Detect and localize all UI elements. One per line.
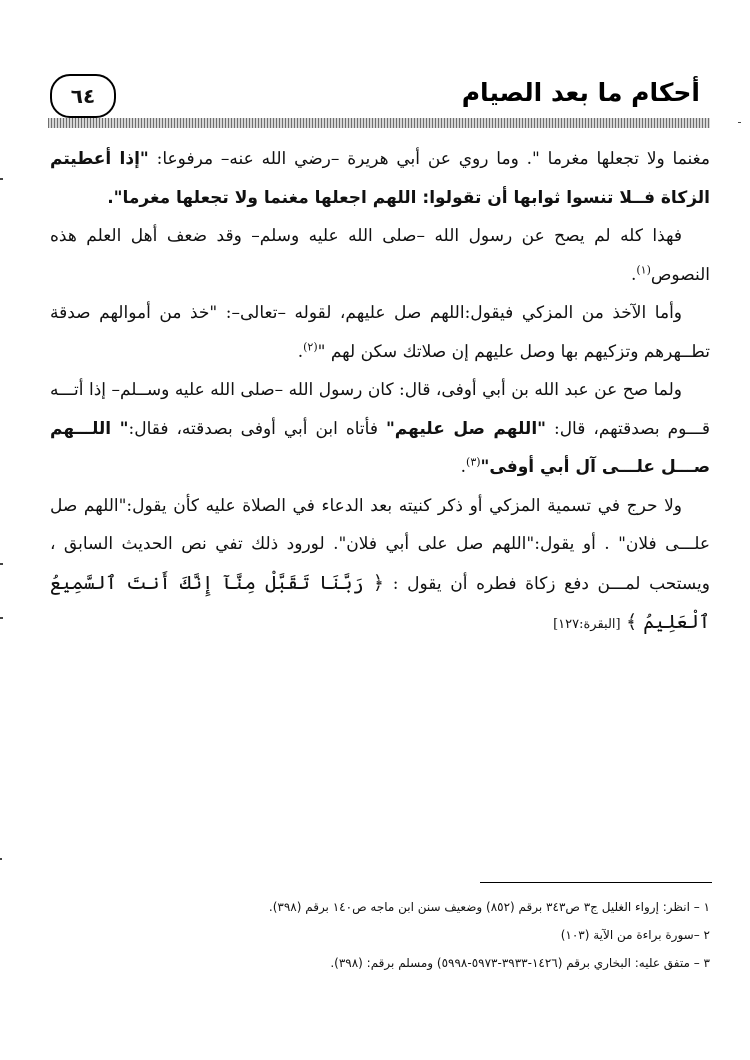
paragraph-1 (50, 140, 710, 217)
main-text (50, 140, 710, 645)
scan-mark (738, 122, 741, 123)
footnote-ref-2[interactable]: (٢) (303, 339, 318, 353)
paragraph-5-text: ولا حرج في تسمية المزكي أو ذكر كنيته بعد الدعاء في الصلاة عليه كأن يقول:"اللهم صل علـــى فلان" . أو يقول:"اللهم صل على أبي فلان". لورود ذلك تفي نص الحديث السابق ، ويستحب لمـــن دفع زكاة فطره أن يقول : (50, 495, 711, 594)
paragraph-4-text-cont: فأتاه ابن أبي أوفى بصدقته، فقال: (128, 418, 386, 439)
hadith-quote-3: " اللـــهم صـــل علـــى آل أبي أوفى" (50, 418, 710, 477)
paragraph-2-text: فهذا كله لم يصح عن رسول الله –صلى الله عليه وسلم– وقد ضعف أهل العلم هذه النصوص (50, 226, 710, 285)
footnote-2: ٢ –سورة براءة من الآية (١٠٣) (560, 928, 710, 942)
paragraph-3: وأما الآخذ من المزكي فيقول:اللهم صل عليهم، لقوله –تعالى–: "خذ من أموالهم صدقة تطــهرهم وتزكيهم بها وصل عليهم إن صلاتك سكن لهم "$^{(٢)}$. (50, 303, 710, 362)
hadith-quote-1: "إذا أعطيتم الزكاة فــلا تنسوا ثوابها أن تقولوا: اللهم اجعلها مغنما ولا تجعلها مغرما". (50, 149, 710, 208)
running-title: أحكام ما بعد الصيام (461, 78, 700, 107)
paragraph-2: فهذا كله لم يصح عن رسول الله –صلى الله عليه وسلم– وقد ضعف أهل العلم هذه النصوص$^{(١)}$. (50, 226, 710, 285)
scan-mark (0, 858, 2, 860)
scan-mark (0, 563, 3, 565)
paragraph-4: ولما صح عن عبد الله بن أبي أوفى، قال: كان رسول الله –صلى الله عليه وســلم– إذا أتـــه قـــوم بصدقتهم، قال: "اللهم صل عليهم" فأتاه ابن أبي أوفى بصدقته، فقال:" اللـــهم صـــل علـــى آل أبي أوفى"$^{(٣)}$. (50, 380, 710, 477)
scan-mark (0, 617, 3, 619)
scan-mark (0, 178, 3, 180)
paragraph-5 (50, 487, 710, 645)
paragraph-4-text: ولما صح عن عبد الله بن أبي أوفى، قال: كان رسول الله –صلى الله عليه وســلم– إذا أتـــه قـــوم بصدقتهم، قال: (50, 380, 710, 439)
footnote-ref-3[interactable]: (٣) (466, 455, 481, 469)
footnote-divider (480, 882, 712, 883)
footnote-3: ٣ – متفق عليه: البخاري برقم (١٤٢٦-٣٩٣٣-٥٩٧٣-٥٩٩٨) ومسلم برقم: (٣٩٨). (330, 956, 710, 970)
page-number-badge (50, 74, 116, 118)
footnote-1: ١ – انظر: إرواء الغليل ج٣ ص٣٤٣ برقم (٨٥٢) وضعيف سنن ابن ماجه ص١٤٠ برقم (٣٩٨). (268, 900, 710, 914)
footnote-ref-1[interactable]: (١) (636, 262, 651, 276)
page-number: ٦٤ (70, 84, 96, 108)
hadith-quote-2: "اللهم صل عليهم" (385, 418, 546, 439)
quran-reference: [البقرة:١٢٧] (553, 617, 621, 632)
footnotes (190, 893, 710, 977)
header-divider (48, 118, 710, 128)
quran-verse: ﴿ رَبَّنَا تَقَبَّلْ مِنَّآ إِنَّكَ أَنتَ ٱلسَّمِيعُ ٱلْعَلِيمُ ﴾ (50, 571, 710, 633)
paragraph-3-text: وأما الآخذ من المزكي فيقول:اللهم صل عليهم، لقوله –تعالى–: "خذ من أموالهم صدقة تطــهرهم وتزكيهم بها وصل عليهم إن صلاتك سكن لهم " (50, 303, 710, 362)
paragraph-1-text: مغنما ولا تجعلها مغرما ". وما روي عن أبي هريرة –رضي الله عنه– مرفوعا: (148, 149, 710, 169)
